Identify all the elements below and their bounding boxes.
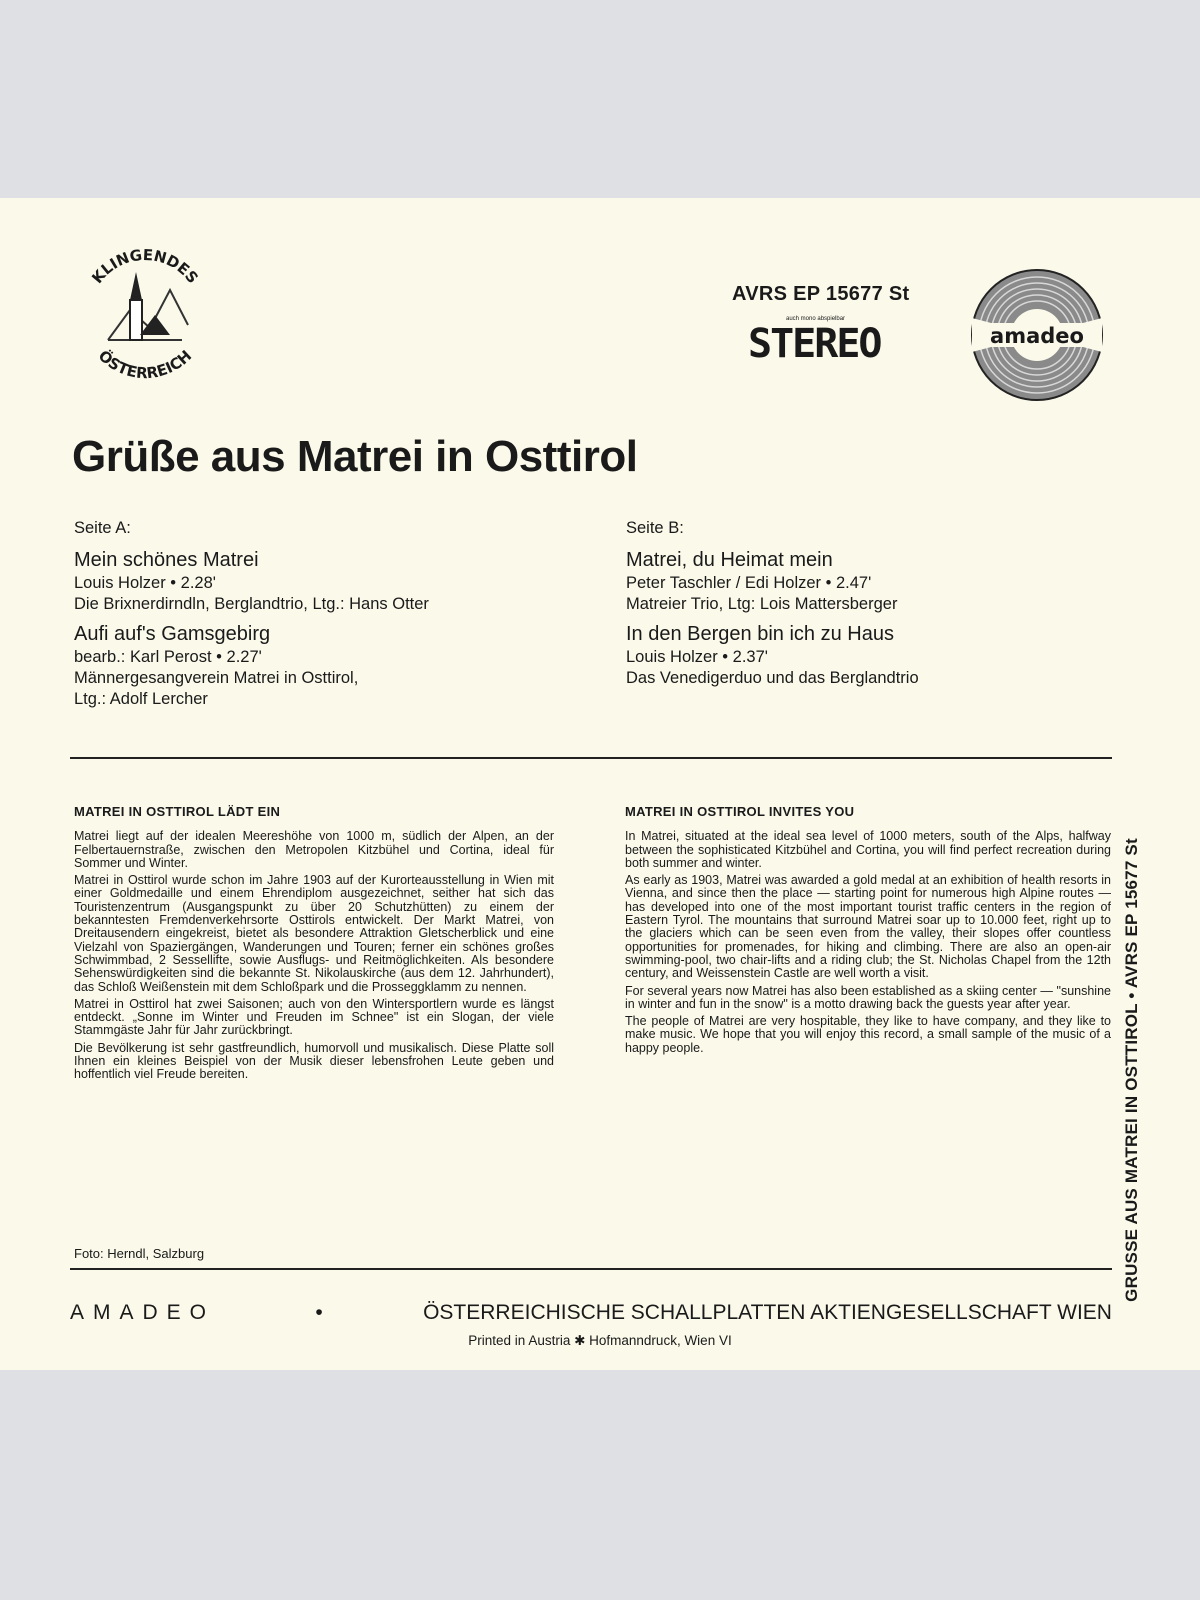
album-title: Grüße aus Matrei in Osttirol [72,432,638,481]
footer-rule [70,1268,1112,1270]
track-performers: Die Brixnerdirndln, Berglandtrio, Ltg.: Hans Otter [74,595,429,613]
logo-text-top: KLINGENDES [88,245,202,287]
english-paragraph: For several years now Matrei has also been established as a skiing center — "sunshine in winter and fun in the snow" is a motto drawing back the guests year after year. [625,983,1111,1011]
english-text-column [625,805,1111,1059]
klingendes-oesterreich-logo [70,240,220,390]
stereo-text: STEREO [748,321,881,367]
track-item [626,621,1106,689]
english-heading: MATREI IN OSTTIROL INVITES YOU [625,804,855,819]
track-performers: Das Venedigerduo und das Berglandtrio [626,669,919,687]
stereo-subtitle: auch mono abspielbar [786,316,846,322]
track-item [74,621,594,710]
amadeo-logo-text: amadeo [990,324,1084,348]
track-credit: bearb.: Karl Perost • 2.27' [74,648,262,666]
stereo-logo [748,316,881,365]
german-paragraph: Matrei in Osttirol wurde schon im Jahre 1903 auf der Kurorteausstellung in Wien mit einer Goldmedaille und einem Ehrendiplom ausgezeichnet, seither hat sich das Touristenzentrum (Ausgangspunkt zu über 20 Schutzhütten) zu einem der bekanntesten Fremdenverkehrsorte Osttirols entwickelt. Der Markt Matrei, von Dreitausendern eingekreist, bietet als besondere Attraktion Gletscherblick und eine Vielzahl von Spaziergängen, Wanderungen und Touren; ferner ein schönes großes Schwimmbad, 2 Sessellifte, sowie Ausflugs- und Reitmöglichkeiten. Als besondere Sehenswürdigkeiten sind die bekannte St. Nikolauskirche (aus dem 12. Jahrhundert), das Schloß Weißenstein mit dem Schloßpark und die Prosseggklamm zu nennen. [74,873,554,994]
track-title: Aufi auf's Gamsgebirg [74,623,271,645]
german-paragraph: Die Bevölkerung ist sehr gastfreundlich, humorvoll und musikalisch. Diese Platte soll Ihnen ein kleines Beispiel von der Musik dieser lebensfrohen Leute geben und hoffentlich viel Freude bereiten. [74,1040,554,1082]
brand-name: AMADEO [70,1301,216,1324]
svg-text:KLINGENDES [88,246,202,287]
german-text-column [74,805,554,1086]
spine-text: GRUSSE AUS MATREI IN OSTTIROL • AVRS EP 15677 St [1122,838,1141,1302]
photo-credit: Foto: Herndl, Salzburg [74,1246,205,1261]
track-performers: Männergesangverein Matrei in Osttirol, [74,669,359,687]
german-paragraph: Matrei in Osttirol hat zwei Saisonen; auch von den Wintersportlern wurde es längst entdeckt. „Sonne im Winter und Freuden im Schnee" ist ein Slogan, der viele Stammgäste Jahr für Jahr zurückbringt. [74,996,554,1038]
side-b-heading: Seite B: [626,519,684,537]
track-performers: Matreier Trio, Ltg: Lois Mattersberger [626,595,898,613]
english-paragraph: In Matrei, situated at the ideal sea level of 1000 meters, south of the Alps, halfway between the sophisticated Kitzbühel and Cortina, you will find perfect recreation during both summer and winter. [625,829,1111,870]
divider-rule [70,757,1112,759]
track-item [74,547,594,615]
company-name: ÖSTERREICHISCHE SCHALLPLATTEN AKTIENGESELLSCHAFT WIEN [423,1301,1112,1324]
amadeo-label-logo [970,268,1104,402]
side-b [626,518,1106,689]
track-credit: Louis Holzer • 2.37' [626,648,768,666]
german-heading: MATREI IN OSTTIROL LÄDT EIN [74,804,281,819]
side-a [74,518,594,710]
svg-text:ÖSTERREICH [95,346,195,382]
track-title: Matrei, du Heimat mein [626,549,833,571]
side-a-heading: Seite A: [74,519,131,537]
track-credit: Louis Holzer • 2.28' [74,574,216,592]
english-paragraph: The people of Matrei are very hospitable, they like to have company, and they like to make music. We hope that you will enjoy this record, a small sample of the music of a happy people. [625,1014,1111,1055]
english-paragraph: As early as 1903, Matrei was awarded a gold medal at an exhibition of health resorts in Vienna, and since then the place — starting point for numerous high Alpine routes — has developed into one of the most important tourist traffic centers in the region of Eastern Tyrol. The mountains that surround Matrei soar up to 10.000 feet, right up to the glaciers which can be seen even from the valley, their slopes offer countless opportunities for promenades, for hiking and climbing. There are also an open-air swimming-pool, two chair-lifts and a riding club; the St. Nicholas Chapel from the 12th century, and Weissenstein Castle are well worth a visit. [625,873,1111,981]
publisher-line [70,1300,1112,1325]
logo-text-bottom: ÖSTERREICH [94,346,196,383]
catalog-number: AVRS EP 15677 St [732,283,910,305]
track-item [626,547,1106,615]
bullet-separator: • [315,1301,323,1324]
track-performers: Ltg.: Adolf Lercher [74,690,208,708]
printer-line: Printed in Austria ✱ Hofmanndruck, Wien VI [468,1333,732,1348]
track-credit: Peter Taschler / Edi Holzer • 2.47' [626,574,872,592]
track-title: In den Bergen bin ich zu Haus [626,623,894,645]
track-title: Mein schönes Matrei [74,549,259,571]
german-paragraph: Matrei liegt auf der idealen Meereshöhe von 1000 m, südlich der Alpen, an der Felbertauernstraße, zwischen den Metropolen Kitzbühel und Cortina, ideal für Sommer und Winter. [74,829,554,870]
